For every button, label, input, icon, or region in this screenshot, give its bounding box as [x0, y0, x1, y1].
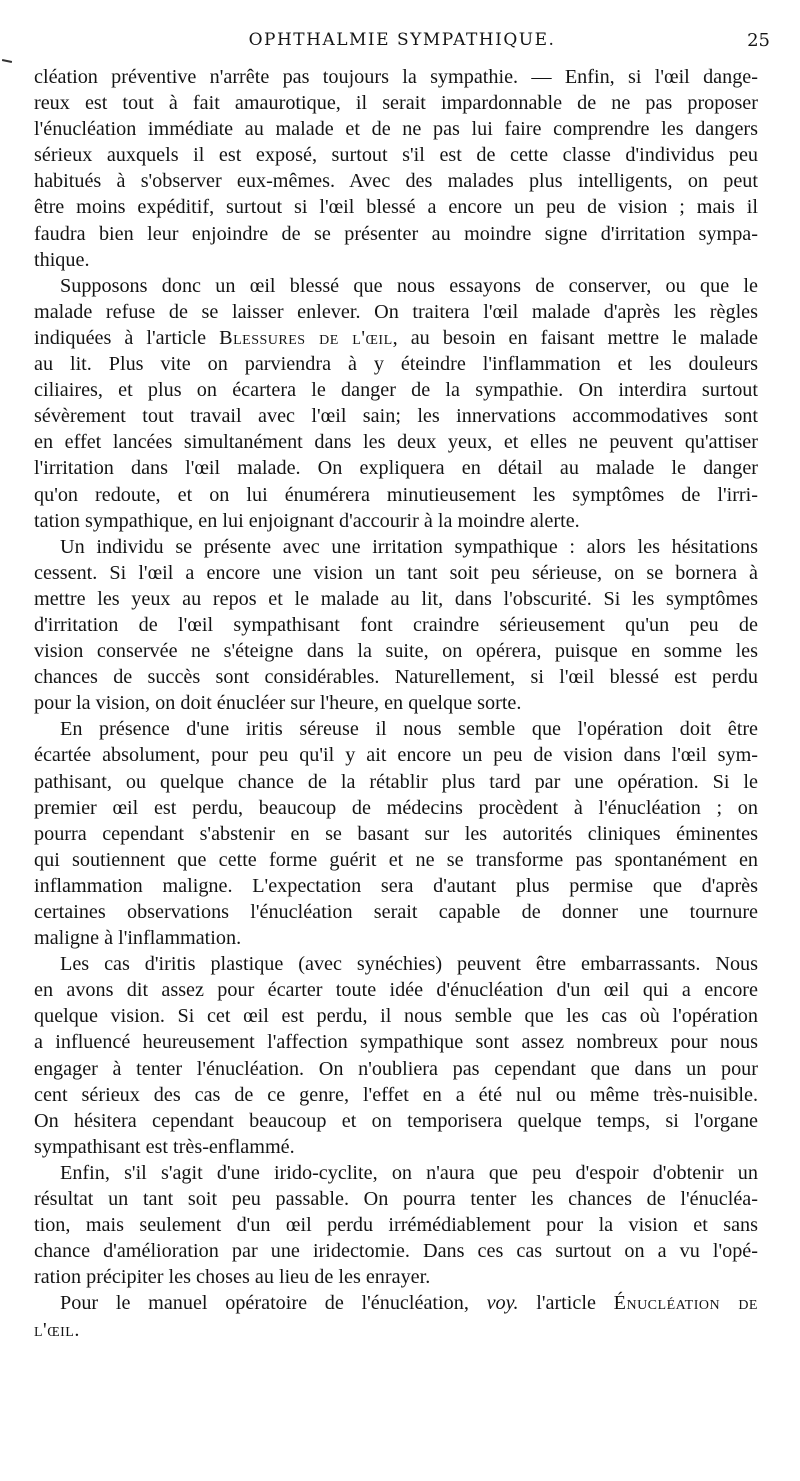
- paragraph-1: [34, 64, 758, 273]
- text-line: engager à tenter l'énucléation. On n'oubliera pas cependant que dans un pour: [34, 1057, 758, 1080]
- paragraph-3: [34, 534, 758, 717]
- text-line: chances de succès sont considérables. Naturellement, si l'œil blessé est perdu: [34, 666, 758, 689]
- text-line: Enfin, s'il s'agit d'une irido-cyclite, on n'aura que peu d'espoir d'obtenir un: [60, 1161, 758, 1184]
- body-text: [34, 64, 758, 1343]
- running-title: OPHTHALMIE SYMPATHIQUE.: [248, 30, 556, 50]
- text-line: reux est tout à fait amaurotique, il serait impardonnable de ne pas proposer: [34, 92, 758, 115]
- paragraph-6: [34, 1160, 758, 1290]
- text-line: malade refuse de se laisser enlever. On traitera l'œil malade d'après les règles: [34, 300, 758, 323]
- text-line: qui soutiennent que cette forme guérit et ne se transforme pas spontanément en: [34, 848, 758, 871]
- text-line: faudra bien leur enjoindre de se présenter au moindre signe d'irritation sympa-: [34, 222, 758, 245]
- text-line: tion, mais seulement d'un œil perdu irrémédiablement pour la vision et sans: [34, 1214, 758, 1237]
- paragraph-5: [34, 951, 758, 1160]
- line-text: l'article: [518, 1292, 614, 1315]
- voy-abbreviation: voy.: [486, 1292, 519, 1315]
- text-line: au lit. Plus vite on parviendra à y éteindre l'inflammation et les douleurs: [34, 353, 758, 376]
- text-line: ciliaires, et plus on écartera le danger de la sympathie. On interdira surtout: [34, 379, 758, 402]
- text-line: l'irritation dans l'œil malade. On expliquera en détail au malade le danger: [34, 457, 758, 480]
- text-line: sévèrement tout travail avec l'œil sain; les innervations accommodatives sont: [34, 405, 758, 428]
- text-line: pour la vision, on doit énucléer sur l'heure, en quelque sorte.: [34, 692, 522, 715]
- text-line: premier œil est perdu, beaucoup de médecins procèdent à l'énucléation ; on: [34, 796, 758, 819]
- text-line: tation sympathique, en lui enjoignant d'accourir à la moindre alerte.: [34, 509, 580, 532]
- text-line: quelque vision. Si cet œil est perdu, il nous semble que les cas où l'opération: [34, 1005, 758, 1028]
- text-line: cessent. Si l'œil a encore une vision un tant soit peu sérieuse, on se bornera à: [34, 561, 758, 584]
- text-line: a influencé heureusement l'affection sympathique sont assez nombreux pour nous: [34, 1031, 758, 1054]
- text-line-with-reference: [34, 1290, 758, 1316]
- text-line: habitués à s'observer eux-mêmes. Avec des malades plus intelligents, on peut: [34, 170, 758, 193]
- text-line: chance d'amélioration par une iridectomie. Dans ces cas surtout on a vu l'opé-: [34, 1240, 758, 1263]
- text-line: ration précipiter les choses au lieu de les enrayer.: [34, 1266, 431, 1289]
- text-line: pourra cependant s'abstenir en se basant sur les autorités cliniques éminentes: [34, 822, 758, 845]
- text-line: résultat un tant soit peu passable. On pourra tenter les chances de l'énucléa-: [34, 1188, 758, 1211]
- text-line-with-reference: [34, 325, 758, 351]
- text-line: vision conservée ne s'éteigne dans la suite, on opérera, puisque en somme les: [34, 640, 758, 663]
- paragraph-2: [34, 273, 758, 534]
- text-line: On hésitera cependant beaucoup et on temporisera quelque temps, si l'organe: [34, 1109, 758, 1132]
- text-line: en avons dit assez pour écarter toute idée d'énucléation d'un œil qui a encore: [34, 979, 758, 1002]
- text-line: thique.: [34, 248, 90, 271]
- margin-mark: [2, 59, 12, 63]
- line-text: Pour le manuel opératoire de l'énucléation,: [60, 1292, 487, 1315]
- text-line: Un individu se présente avec une irritation sympathique : alors les hésitations: [60, 535, 758, 558]
- text-line: cent sérieux des cas de ce genre, l'effet en a été nul ou même très-nuisible.: [34, 1083, 758, 1106]
- text-line: être moins expéditif, surtout si l'œil blessé a encore un peu de vision ; mais il: [34, 196, 758, 219]
- cross-reference: Énucléation de: [613, 1292, 758, 1315]
- text-line: sympathisant est très-enflammé.: [34, 1135, 295, 1158]
- text-line: En présence d'une iritis séreuse il nous semble que l'opération doit être: [60, 718, 758, 741]
- text-line: mettre les yeux au repos et le malade au lit, dans l'obscurité. Si les symptômes: [34, 587, 758, 610]
- text-line: d'irritation de l'œil sympathisant font craindre sérieusement qu'un peu de: [34, 613, 758, 636]
- paragraph-7: [34, 1290, 758, 1342]
- text-line: Supposons donc un œil blessé que nous essayons de conserver, ou que le: [60, 274, 758, 297]
- text-line: sérieux auxquels il est exposé, surtout s'il est de cette classe d'individus peu: [34, 144, 758, 167]
- text-line: certaines observations l'énucléation serait capable de donner une tournure: [34, 901, 758, 923]
- text-line: écartée absolument, pour peu qu'il y ait encore un peu de vision dans l'œil sym-: [34, 744, 758, 767]
- text-line: inflammation maligne. L'expectation sera d'autant plus permise que d'après: [34, 874, 758, 897]
- line-text: , au besoin en faisant mettre le malade: [392, 326, 758, 349]
- page-header: [34, 30, 770, 56]
- text-line: cléation préventive n'arrête pas toujours la sympathie. — Enfin, si l'œil dange-: [34, 66, 758, 88]
- paragraph-4: [34, 716, 758, 951]
- text-line: en effet lancées simultanément dans les deux yeux, et elles ne peuvent qu'attiser: [34, 431, 758, 454]
- text-line: l'énucléation immédiate au malade et de ne pas lui faire comprendre les dangers: [34, 118, 758, 141]
- line-text: indiquées à l'article: [34, 326, 220, 349]
- text-line: pathisant, ou quelque chance de la rétablir plus tard par une opération. Si le: [34, 770, 758, 793]
- text-line: maligne à l'inflammation.: [34, 927, 242, 950]
- text-line: Les cas d'iritis plastique (avec synéchies) peuvent être embarrassants. Nous: [60, 953, 758, 976]
- page-number: 25: [747, 30, 770, 51]
- cross-reference: Blessures de l'œil: [219, 326, 393, 349]
- cross-reference-continuation: l'œil.: [34, 1318, 80, 1341]
- text-line: qu'on redoute, et on lui énumérera minutieusement les symptômes de l'irri-: [34, 483, 758, 506]
